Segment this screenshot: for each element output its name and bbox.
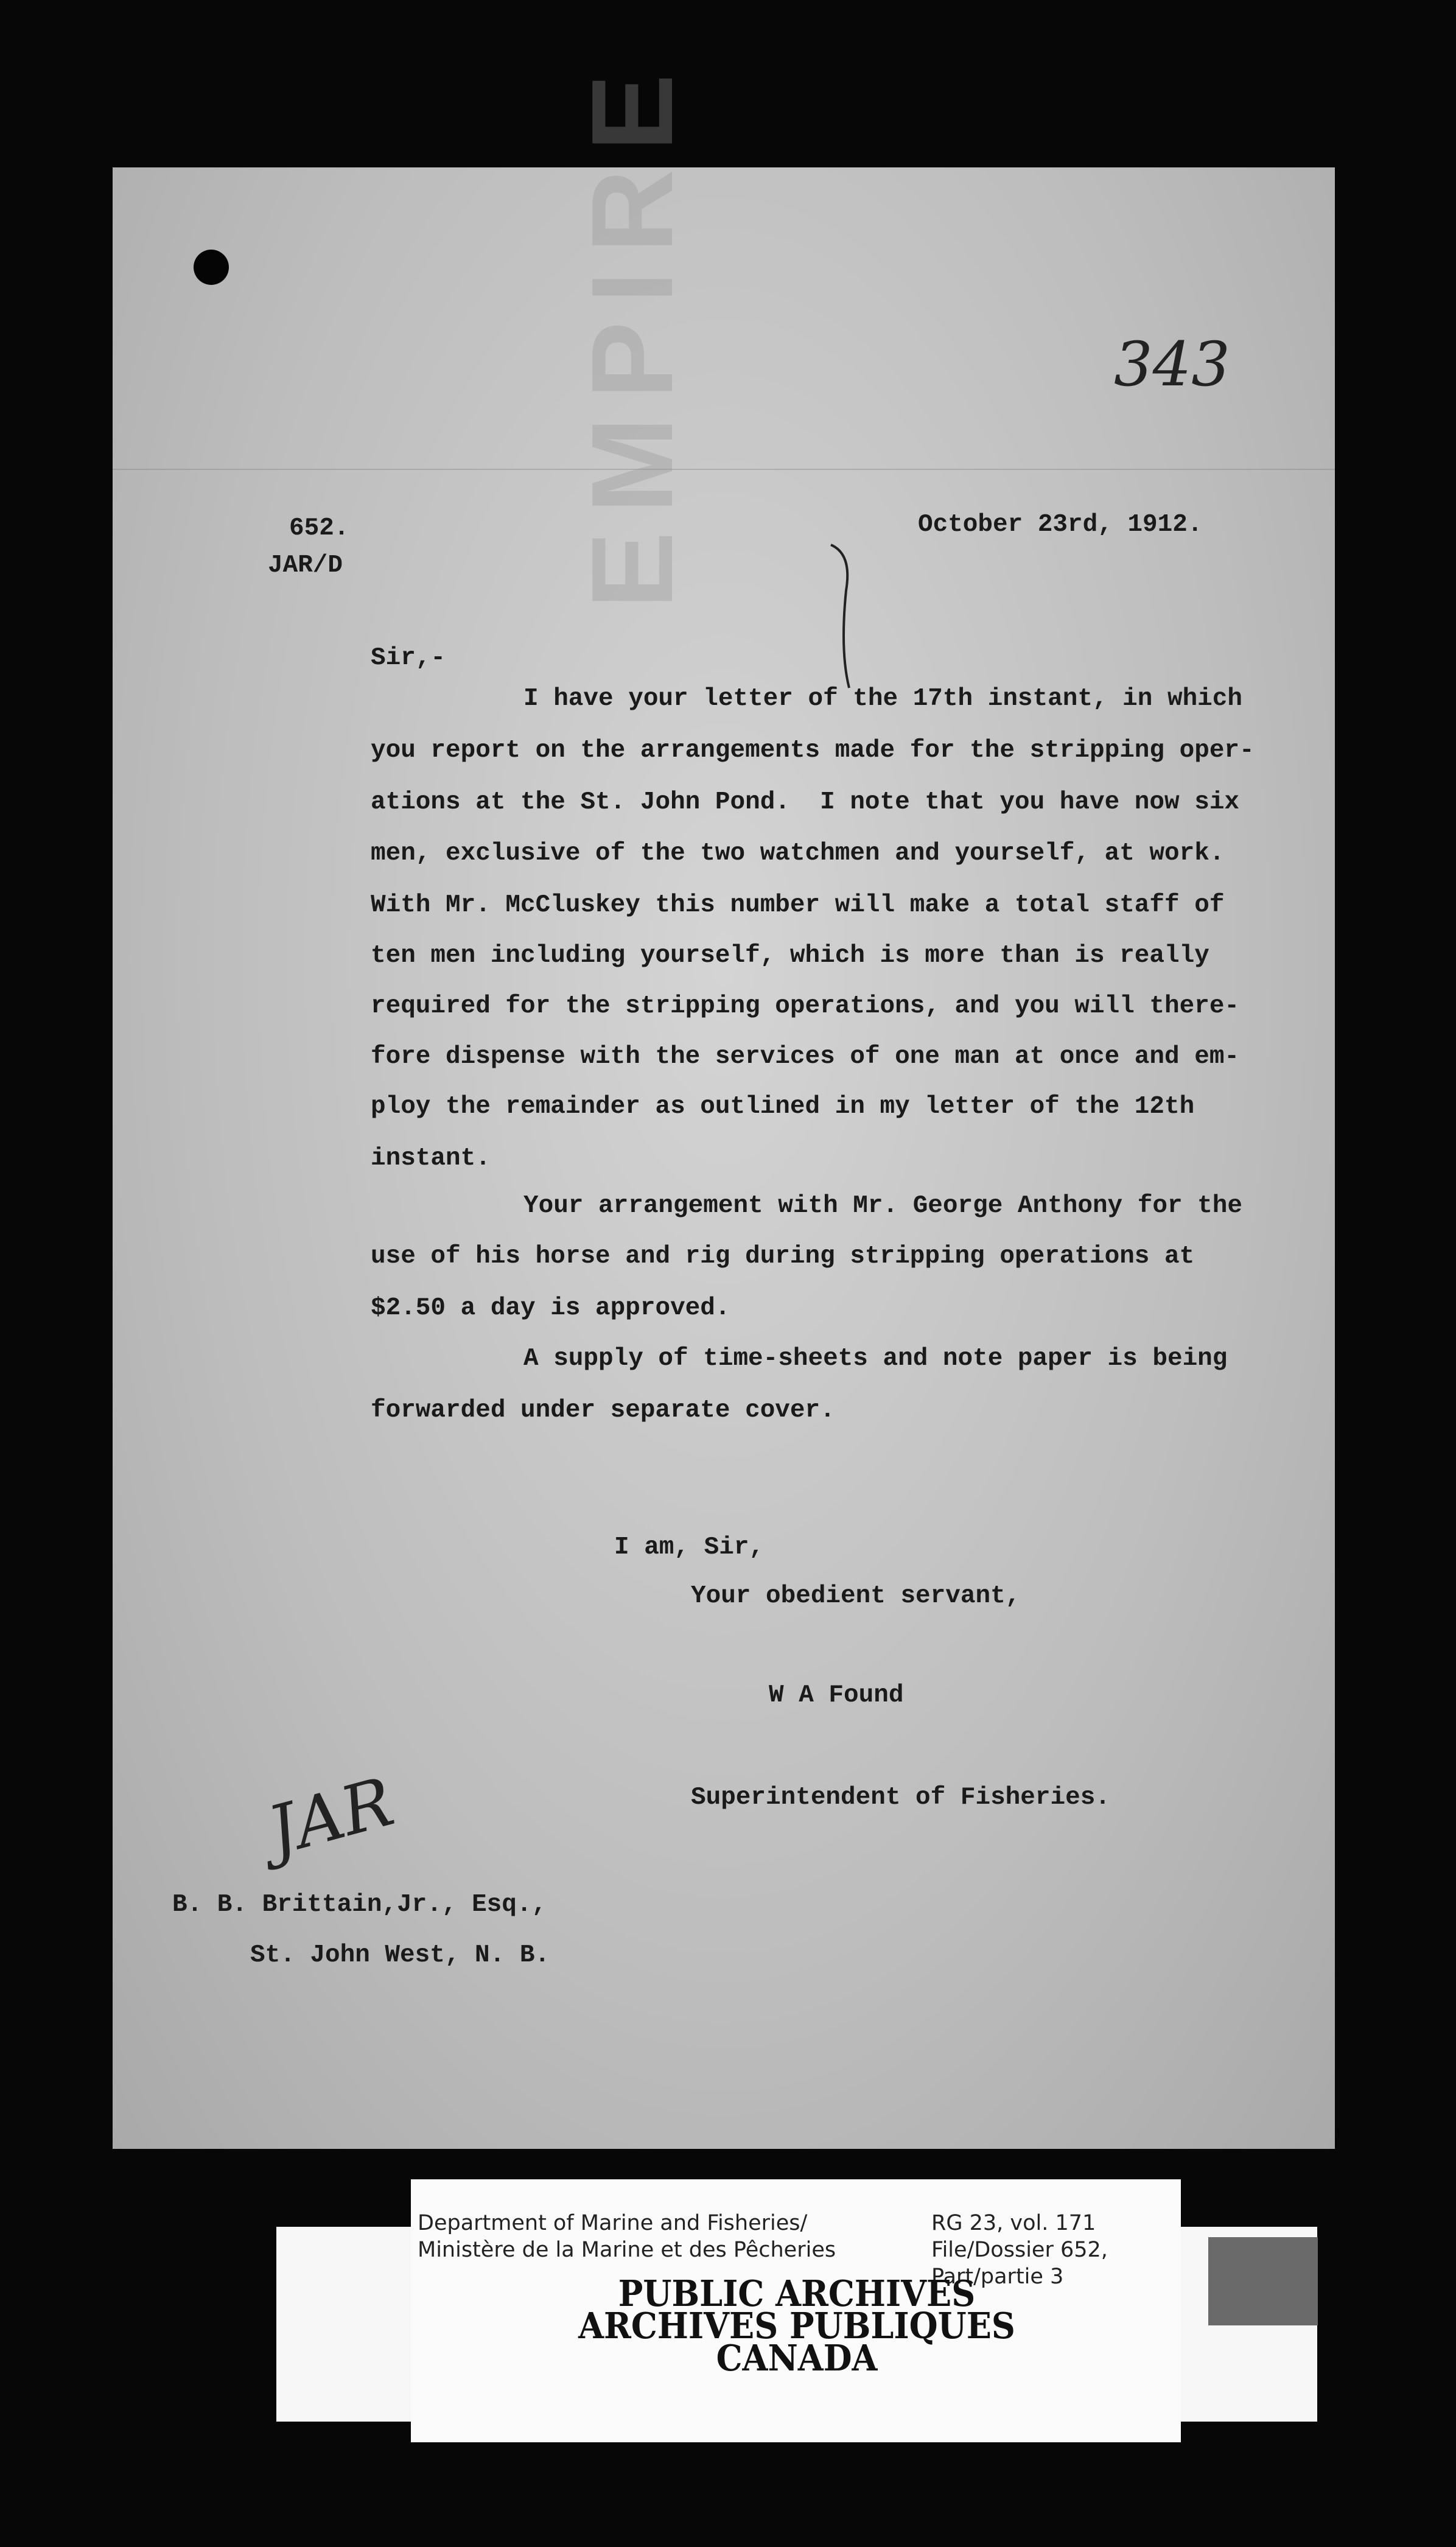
body-line: ten men including yourself, which is more than is really bbox=[371, 942, 1209, 970]
signer-title: Superintendent of Fisheries. bbox=[691, 1784, 1110, 1812]
letter-date: October 23rd, 1912. bbox=[918, 511, 1203, 539]
addressee-address: St. John West, N. B. bbox=[250, 1941, 550, 1969]
department-en: Department of Marine and Fisheries/ bbox=[418, 2211, 808, 2235]
salutation: Sir,- bbox=[371, 644, 446, 672]
reference-file: File/Dossier 652, bbox=[931, 2238, 1108, 2262]
file-number: 652. bbox=[289, 514, 349, 542]
body-line: use of his horse and rig during stripping operations at bbox=[371, 1242, 1195, 1270]
stamp-public-archives: PUBLIC ARCHIVES bbox=[618, 2271, 976, 2315]
addressee-name: B. B. Brittain,Jr., Esq., bbox=[172, 1891, 547, 1919]
body-line: instant. bbox=[371, 1144, 491, 1172]
closing-servant: Your obedient servant, bbox=[691, 1582, 1021, 1610]
body-line: With Mr. McCluskey this number will make a total staff of bbox=[371, 891, 1225, 919]
punch-hole bbox=[194, 250, 229, 285]
body-line: men, exclusive of the two watchmen and yourself, at work. bbox=[371, 839, 1225, 867]
body-line: forwarded under separate cover. bbox=[371, 1396, 835, 1424]
stamp-archives-publiques: ARCHIVES PUBLIQUES bbox=[578, 2304, 1015, 2347]
handwritten-page-number: 343 bbox=[1114, 329, 1230, 400]
body-line: ploy the remainder as outlined in my letter of the 12th bbox=[371, 1093, 1195, 1121]
body-line: ations at the St. John Pond. I note that you have now six bbox=[371, 788, 1240, 816]
body-line: $2.50 a day is approved. bbox=[371, 1294, 730, 1322]
reference-part: Part/partie 3 bbox=[931, 2265, 1064, 2289]
signature: W A Found bbox=[769, 1681, 904, 1709]
handwritten-initials: JAR bbox=[259, 1762, 402, 1871]
stamp-canada: CANADA bbox=[716, 2336, 878, 2380]
reference-volume: RG 23, vol. 171 bbox=[931, 2211, 1096, 2235]
pencil-mark bbox=[828, 542, 877, 694]
page-fold-line bbox=[113, 469, 1335, 470]
body-line: I have your letter of the 17th instant, in which bbox=[523, 685, 1242, 713]
body-line: Your arrangement with Mr. George Anthony for the bbox=[523, 1192, 1242, 1220]
department-fr: Ministère de la Marine et des Pêcheries bbox=[418, 2238, 836, 2262]
body-line: fore dispense with the services of one man at once and em- bbox=[371, 1043, 1240, 1071]
body-line: you report on the arrangements made for the stripping oper- bbox=[371, 737, 1255, 765]
body-line: A supply of time-sheets and note paper is being bbox=[523, 1345, 1228, 1373]
body-line: required for the stripping operations, and you will there- bbox=[371, 992, 1240, 1020]
typist-initials: JAR/D bbox=[268, 552, 343, 580]
watermark: EMPIRE bbox=[568, 55, 697, 609]
closing: I am, Sir, bbox=[614, 1533, 765, 1561]
